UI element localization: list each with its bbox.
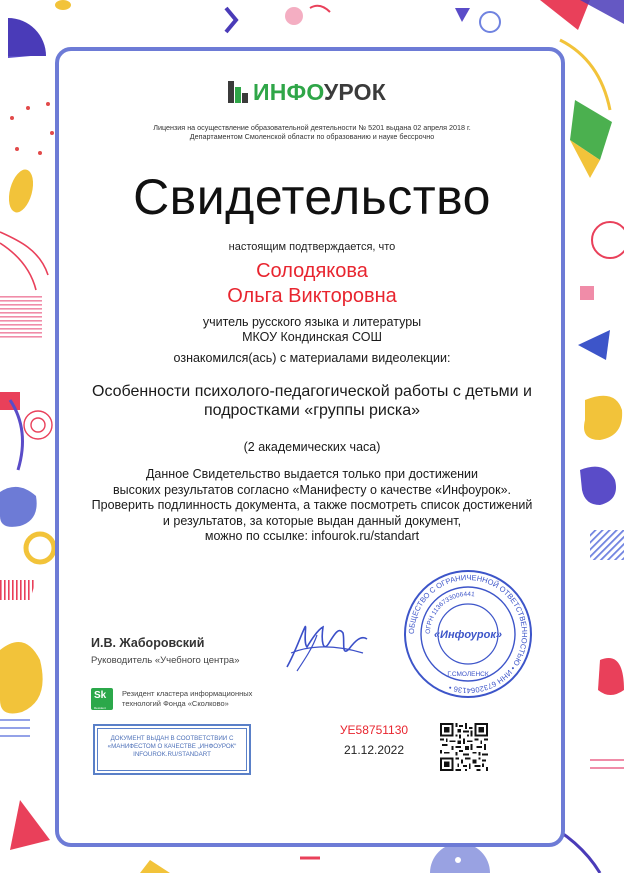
- skolkovo-badge-label: Sk: [94, 690, 107, 701]
- manifest-stamp-line: INFOUROK.RU/STANDART: [133, 751, 211, 758]
- note-line: и результатов, за которые выдан данный документ,: [162, 513, 462, 528]
- recipient-given-names: Ольга Викторовна: [227, 285, 397, 307]
- manifest-stamp-line: «МАНИФЕСТОМ О КАЧЕСТВЕ „ИНФОУРОК“: [107, 743, 237, 750]
- license-text: [100, 123, 524, 141]
- recipient-position: учитель русского языка и литературы: [202, 315, 422, 329]
- infourok-logo: [228, 79, 398, 105]
- svg-text:ОГРН 1136733006441: [425, 591, 475, 634]
- manifest-stamp-line: ДОКУМЕНТ ВЫДАН В СООТВЕТСТВИИ С: [110, 735, 234, 742]
- course-title-line: Особенности психолого-педагогической работы с детьми и: [92, 383, 532, 400]
- document-id: УЕ58751130: [339, 723, 409, 737]
- bg-shape: [0, 294, 42, 338]
- verification-note: [60, 467, 564, 545]
- logo-mark-icon: [228, 81, 248, 103]
- bg-shape: [8, 18, 46, 56]
- familiarized-text: ознакомился(ась) с материалами видеолекции:: [173, 351, 451, 365]
- seal-city-text: Г.СМОЛЕНСК: [447, 671, 489, 678]
- logo-text-part2: УРОК: [323, 79, 386, 105]
- recipient-school: МКОУ Кондинская СОШ: [242, 330, 382, 344]
- company-seal: [402, 568, 534, 700]
- logo-text-part1: ИНФО: [253, 79, 324, 105]
- signer-role: Руководитель «Учебного центра»: [91, 655, 240, 666]
- seal-center-text: «Инфоурок»: [433, 629, 503, 641]
- certificate-title: Свидетельство: [133, 169, 491, 225]
- seal-inner-ring-text: ОГРН 1136733006441: [424, 590, 476, 635]
- skolkovo-line: технологий Фонда «Сколково»: [122, 699, 229, 708]
- license-line: Лицензия на осуществление образовательной деятельности № 5201 выдана 02 апреля 2018 г.: [153, 123, 471, 132]
- note-line: Данное Свидетельство выдается только при достижении: [145, 467, 479, 481]
- qr-code-icon[interactable]: [440, 723, 488, 771]
- confirm-text: настоящим подтверждается, что: [228, 241, 396, 253]
- issue-date: 21.12.2022: [343, 743, 405, 757]
- course-title-line: подростками «группы риска»: [203, 402, 420, 419]
- bg-shape: [55, 0, 71, 10]
- bg-shape: [5, 167, 38, 215]
- recipient-surname: Солодякова: [256, 260, 368, 282]
- note-line: можно по ссылке: infourok.ru/standart: [204, 529, 420, 543]
- skolkovo-badge-sub: Resident: [94, 706, 106, 710]
- note-line: высоких результатов согласно «Манифесту о качестве «Инфоурок».: [113, 482, 511, 497]
- license-line: Департаментом Смоленской области по образованию и науке бессрочно: [189, 132, 435, 141]
- manifest-stamp: [93, 724, 251, 775]
- note-line: Проверить подлинность документа, а также посмотреть список достижений: [91, 498, 533, 512]
- skolkovo-badge: [91, 688, 113, 710]
- skolkovo-resident-text: [122, 689, 272, 709]
- signature-icon: [283, 613, 371, 673]
- seal-outer-ring-text: ОБЩЕСТВО С ОГРАНИЧЕННОЙ ОТВЕТСТВЕННОСТЬЮ • ИНН 6732064136 •: [406, 572, 530, 696]
- skolkovo-line: Резидент кластера информационных: [122, 689, 253, 698]
- course-hours: (2 академических часа): [243, 440, 381, 454]
- signer-name: И.В. Жаборовский: [91, 636, 205, 650]
